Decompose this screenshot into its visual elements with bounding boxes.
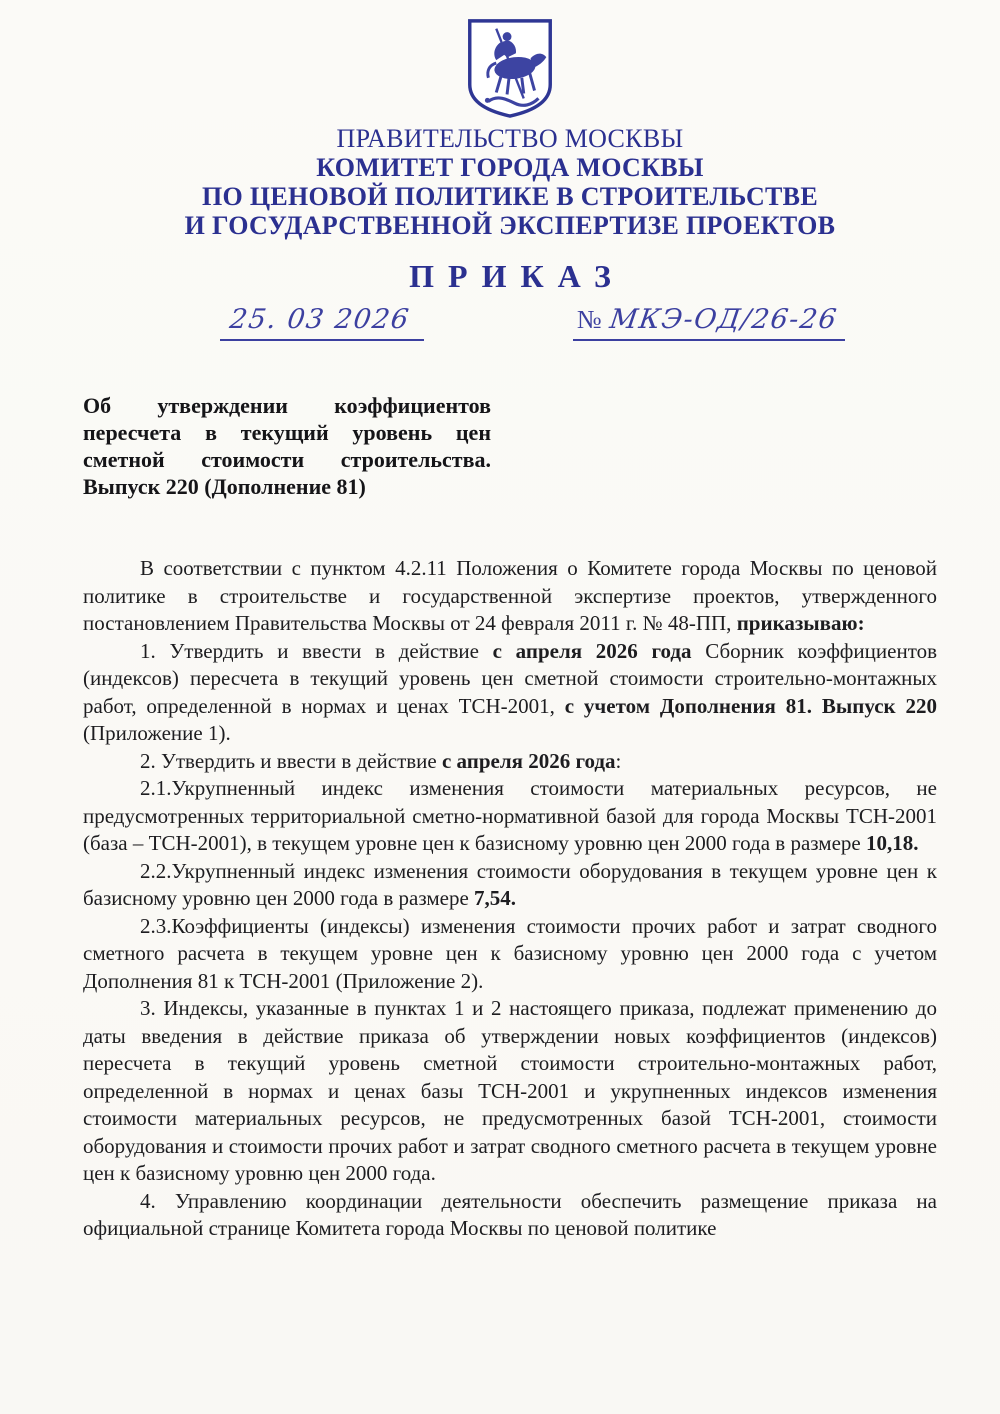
body-paragraph: 2. Утвердить и ввести в действие с апреля 2026 года: [140,748,622,773]
body-paragraph: 3. Индексы, указанные в пунктах 1 и 2 настоящего приказа, подлежат применению до даты введения в действие приказа об утверждении новых коэффициентов (индексов) пересчета в текущий уровень сметной стоимости строительно-монтажных работ, определенной в нормах и ценах базы ТСН-2001 и укрупненных индексов изменения стоимости материальных ресурсов, не предусмотренных базой ТСН-2001, стоимости оборудования и стоимости прочих работ и затрат сводного сметного расчета в текущем уровне цен к базисному уровню цен 2000 года. [83,996,937,1185]
org-line-expertise: И ГОСУДАРСТВЕННОЙ ЭКСПЕРТИЗЕ ПРОЕКТОВ [184,211,836,240]
org-header [83,124,937,240]
org-line-policy: ПО ЦЕНОВОЙ ПОЛИТИКЕ В СТРОИТЕЛЬСТВЕ [202,182,818,211]
body-paragraph: 4. Управлению координации деятельности обеспечить размещение приказа на официальной странице Комитета города Москвы по ценовой политике [83,1188,937,1240]
org-line-committee: КОМИТЕТ ГОРОДА МОСКВЫ [316,153,704,182]
body-paragraph: 2.1.Укрупненный индекс изменения стоимости материальных ресурсов, не предусмотренных территориальной сметно-нормативной базой для города Москвы ТСН-2001 (база – ТСН-2001), в текущем уровне цен к базисному уровню цен 2000 года в размере 10,18. [83,776,937,855]
body-paragraph: 2.3.Коэффициенты (индексы) изменения стоимости прочих работ и затрат сводного сметного расчета в текущем уровне цен к базисному уровню цен 2000 года с учетом Дополнения 81 к ТСН-2001 (Приложение 2). [83,913,937,993]
handwritten-number-text: МКЭ-ОД/26-26 [607,304,840,335]
handwritten-number [573,304,845,341]
document-body [83,555,937,1243]
date-number-row [83,302,937,350]
subject-block: Об утверждении коэффициентов пересчета в текущий уровень цен сметной стоимости строительства. Выпуск 220 (Дополнение 81) [83,393,491,499]
number-sign: № [576,305,602,334]
handwritten-date [220,304,424,341]
body-paragraph: В соответствии с пунктом 4.2.11 Положения о Комитете города Москвы по ценовой политике в строительстве и государственной экспертизе проектов, утвержденного постановлением Правительства Москвы от 24 февраля 2011 г. № 48-ПП, приказываю: [83,556,937,635]
document-type-title: ПРИКАЗ [409,258,625,294]
moscow-coat-of-arms-icon [457,14,563,120]
body-paragraph: 1. Утвердить и ввести в действие с апреля 2026 года Сборник коэффициентов (индексов) пересчета в текущий уровень цен сметной стоимости строительно-монтажных работ, определенной в нормах и ценах ТСН-2001, с учетом Дополнения 81. Выпуск 220 (Приложение 1). [83,638,938,745]
body-paragraph: 2.2.Укрупненный индекс изменения стоимости оборудования в текущем уровне цен к базисному уровню цен 2000 года в размере 7,54. [83,858,937,910]
handwritten-date-text: 25. 03 2026 [227,304,412,335]
org-line-government: ПРАВИТЕЛЬСТВО МОСКВЫ [336,124,684,153]
